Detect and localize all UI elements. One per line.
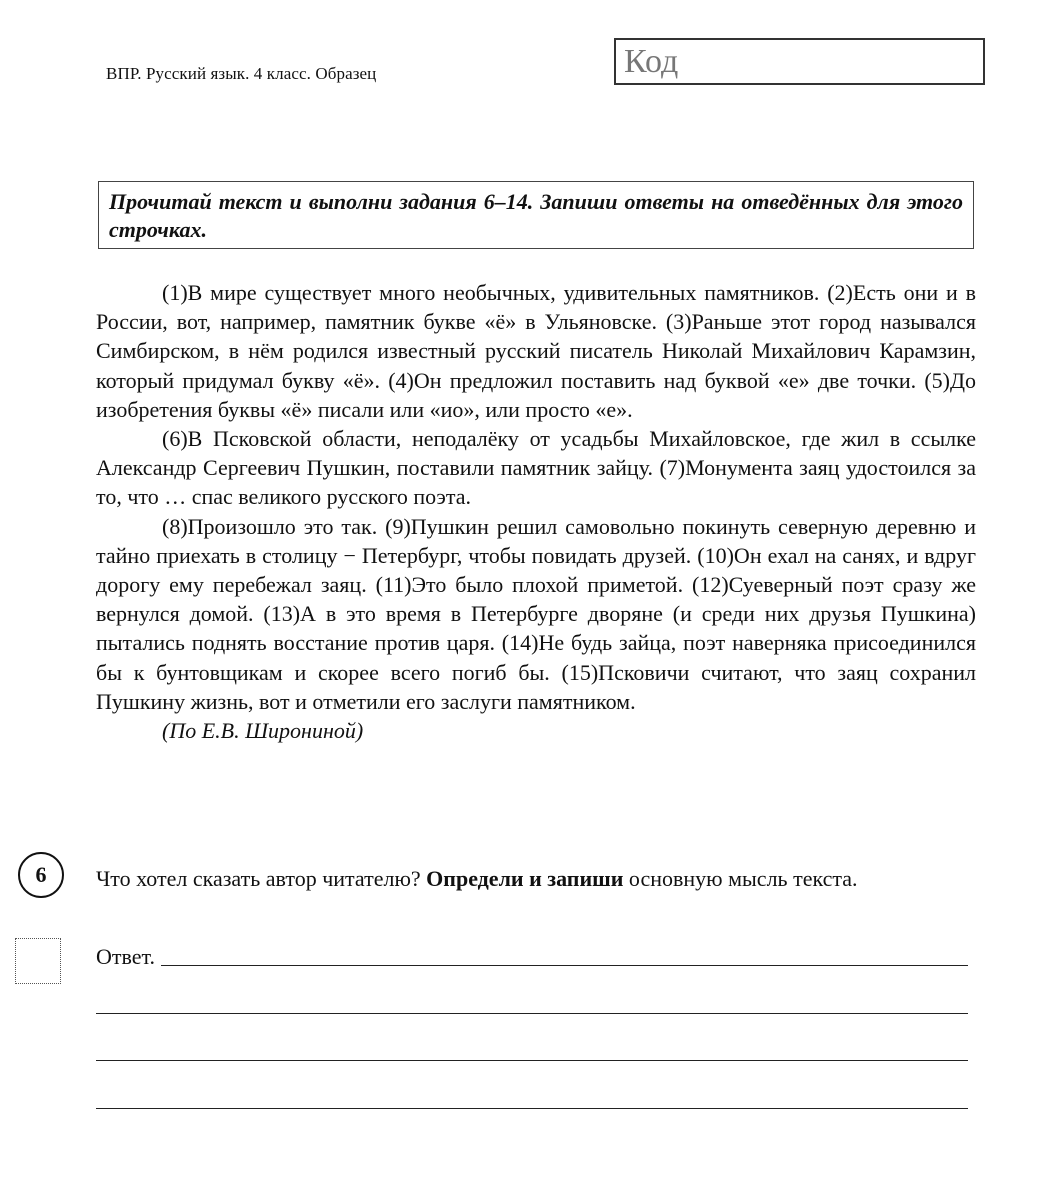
score-box bbox=[15, 938, 61, 984]
question-emphasis: Определи и запиши bbox=[426, 866, 624, 891]
answer-line[interactable] bbox=[96, 1108, 968, 1109]
answer-line[interactable] bbox=[96, 1013, 968, 1014]
header-title: ВПР. Русский язык. 4 класс. Образец bbox=[106, 64, 377, 83]
task-number-badge: 6 bbox=[18, 852, 64, 898]
question-text: Что хотел сказать автор читателю? bbox=[96, 866, 427, 891]
answer-line[interactable] bbox=[161, 964, 968, 966]
passage-paragraph: (8)Произошло это так. (9)Пушкин решил самовольно покинуть северную деревню и тайно приехать в столицу − Петербург, чтобы повидать друзей. (10)Он ехал на санях, и вдруг дорогу ему перебежал заяц. (11)Это было плохой приметой. (12)Суеверный поэт сразу же вернулся домой. (13)А в это время в Петербурге дворяне (и среди них друзья Пушкина) пытались поднять восстание против царя. (14)Не будь зайца, поэт наверняка присоединился бы к бунтовщикам и скорее всего погиб бы. (15)Псковичи считают, что заяц сохранил Пушкину жизнь, вот и отметили его заслуги памятником. bbox=[96, 513, 976, 714]
code-field[interactable] bbox=[614, 38, 985, 85]
passage-paragraph: (6)В Псковской области, неподалёку от усадьбы Михайловское, где жил в ссылке Александр Сергеевич Пушкин, поставили памятник зайцу. (7)Монумента заяц удостоился за то, что … спас великого русского поэта. bbox=[96, 426, 976, 510]
passage-paragraph: (1)В мире существует много необычных, удивительных памятников. (2)Есть они и в России, вот, например, памятник букве «ё» в Ульяновске. (3)Раньше этот город назывался Симбирском, в нём родился известный русский писатель Николай Михайлович Карамзин, который придумал букву «ё». (4)Он предложил поставить над буквой «е» две точки. (5)До изобретения буквы «ё» писали или «ио», или просто «е». bbox=[96, 280, 976, 422]
question-text-end: основную мысль текста. bbox=[623, 866, 858, 891]
answer-label: Ответ. bbox=[96, 944, 155, 969]
task-question bbox=[96, 864, 976, 893]
instruction-box: Прочитай текст и выполни задания 6–14. Запиши ответы на отведённых для этого строчках. bbox=[98, 181, 974, 249]
passage-text bbox=[96, 278, 976, 745]
answer-line[interactable] bbox=[96, 1060, 968, 1061]
code-label: Код bbox=[624, 43, 679, 80]
passage-source: (По Е.В. Широниной) bbox=[162, 718, 364, 744]
answer-row[interactable] bbox=[96, 940, 968, 970]
